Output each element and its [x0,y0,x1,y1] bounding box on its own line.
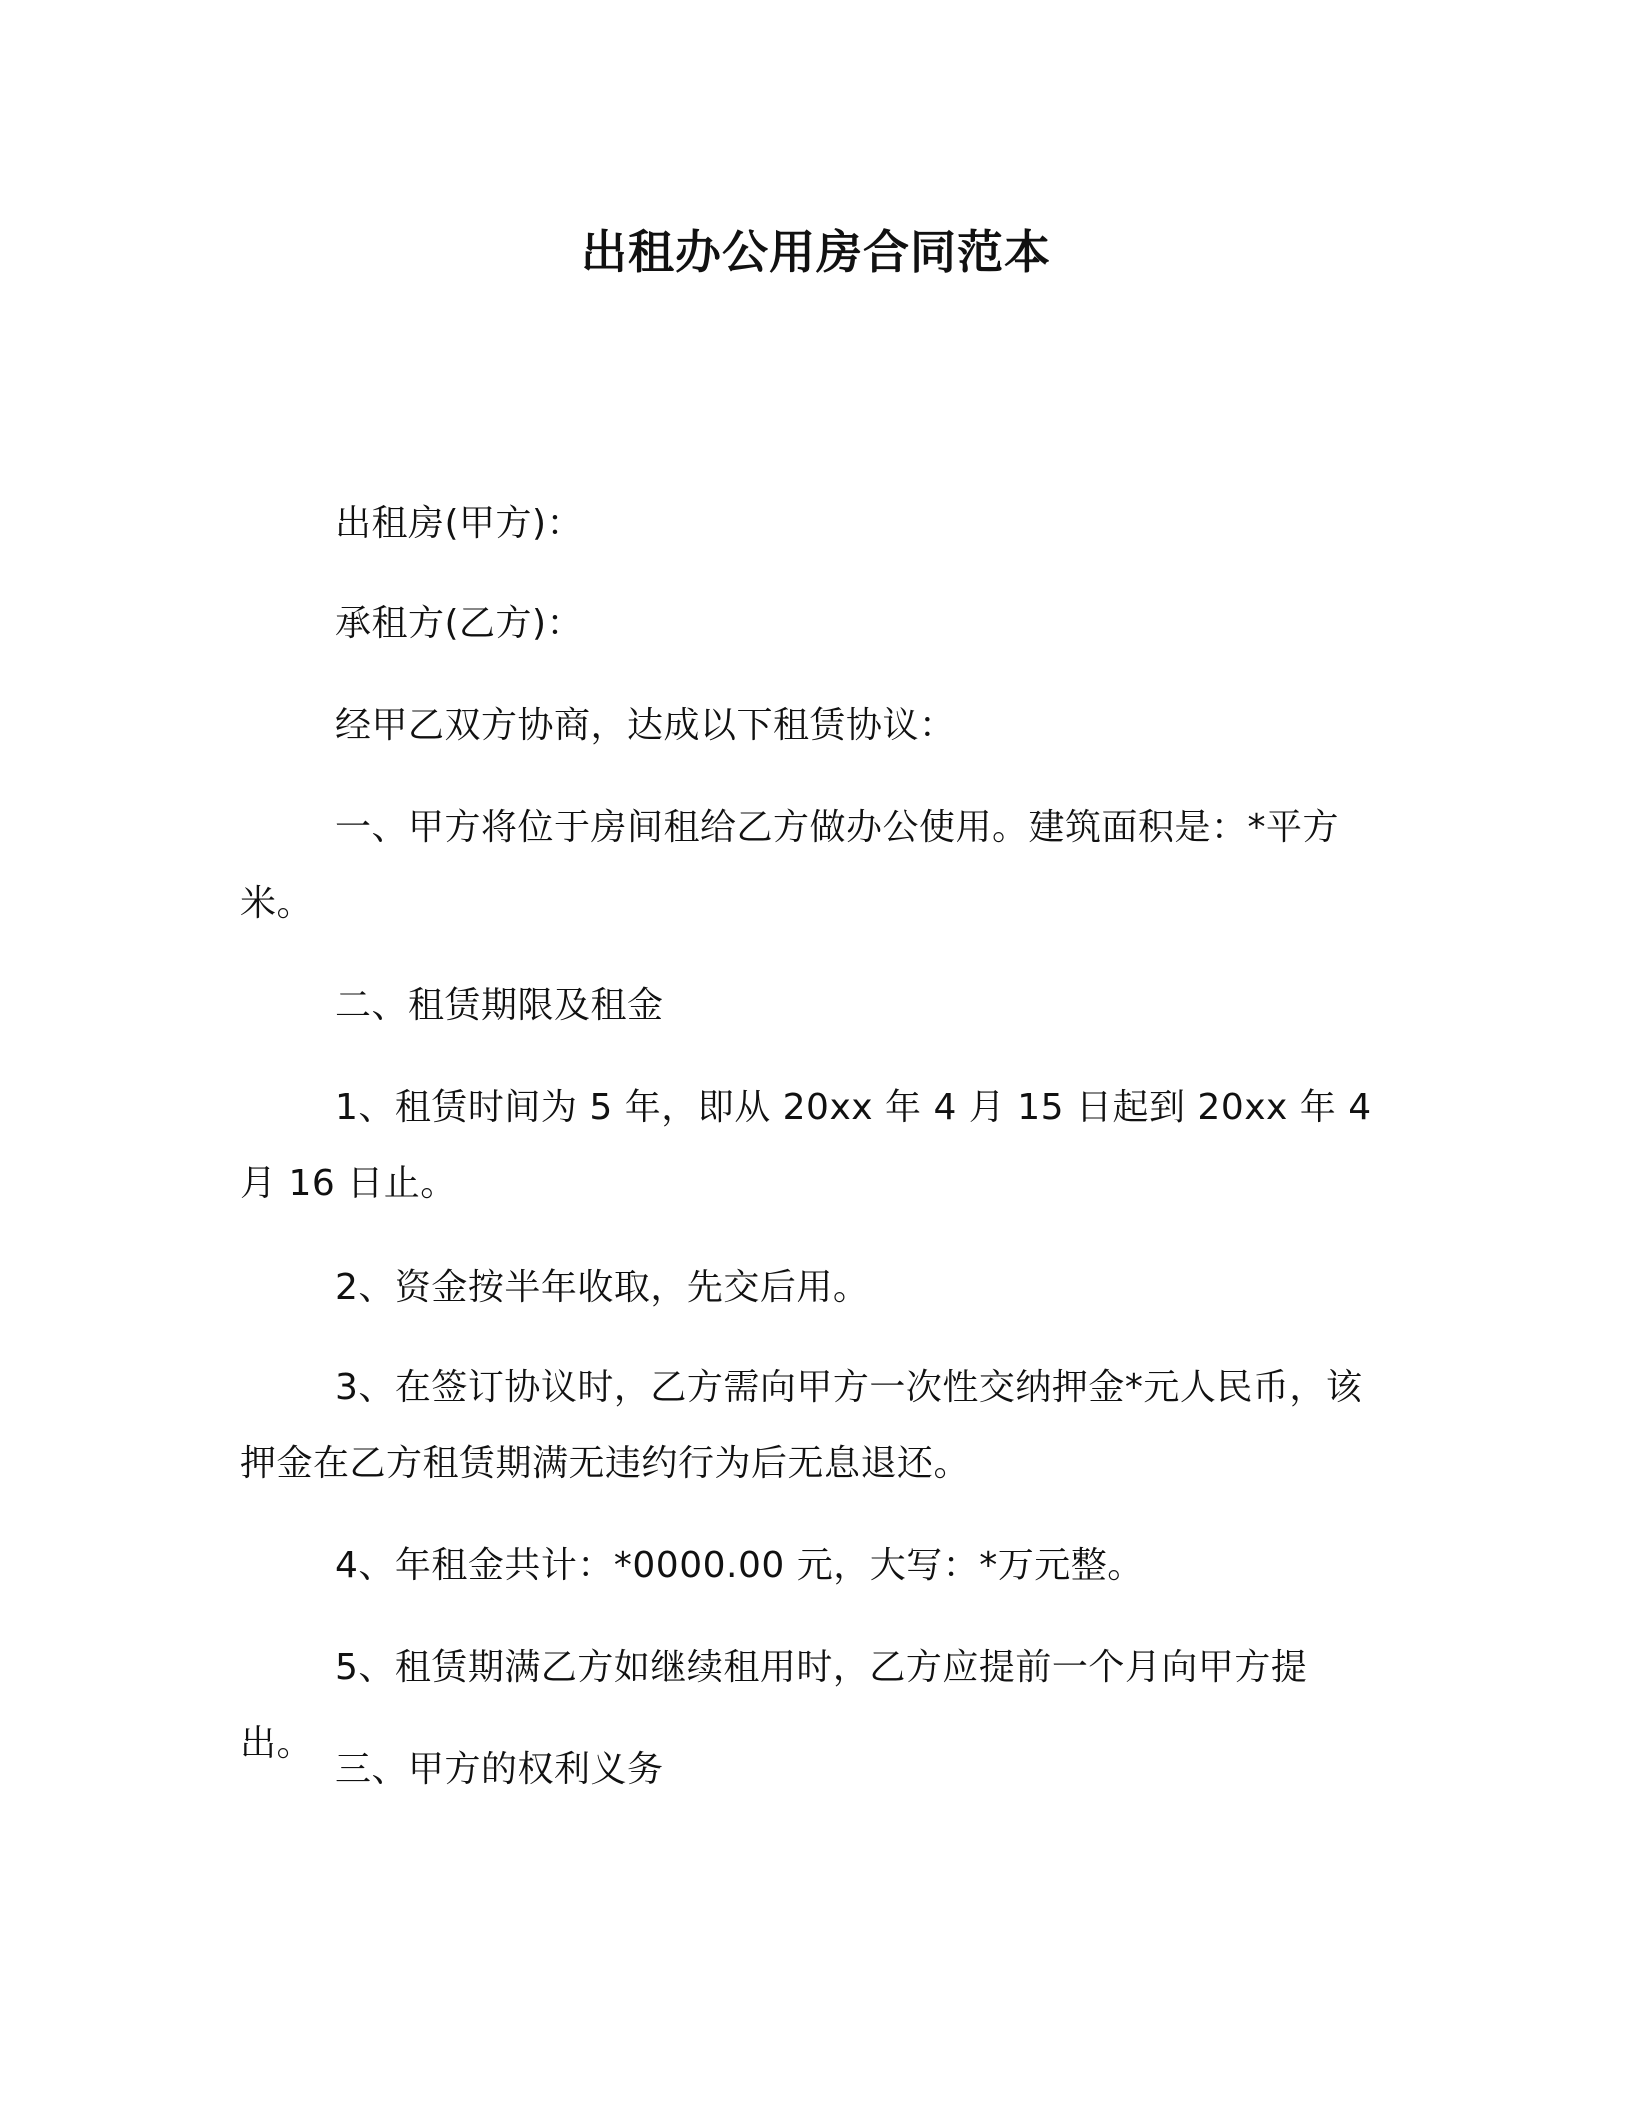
clause-2-item-5: 5、租赁期满乙方如继续租用时，乙方应提前一个月向甲方提出。 [240,1647,1308,1764]
clause-2-item-1: 1、租赁时间为 5 年，即从 20xx 年 4 月 15 日起到 20xx 年 4 月 16 日止。 [240,1087,1372,1204]
clause-2-heading: 二、租赁期限及租金 [335,985,664,1026]
agreement-intro: 经甲乙双方协商，达成以下租赁协议： [335,705,956,746]
clause-2-item-4: 4、年租金共计：*0000.00 元，大写：*万元整。 [335,1545,1144,1586]
clause-3-heading: 三、甲方的权利义务 [335,1749,664,1790]
lessor-line: 出租房(甲方)： [335,503,584,544]
clause-2-item-2: 2、资金按半年收取，先交后用。 [335,1267,870,1308]
document-title: 出租办公用房合同范本 [581,225,1051,279]
clause-1-property: 一、甲方将位于房间租给乙方做办公使用。建筑面积是：*平方米。 [240,807,1340,924]
clause-2-item-3: 3、在签订协议时，乙方需向甲方一次性交纳押金*元人民币，该押金在乙方租赁期满无违约行为后无息退还。 [240,1367,1363,1484]
lessee-line: 承租方(乙方)： [335,603,584,644]
